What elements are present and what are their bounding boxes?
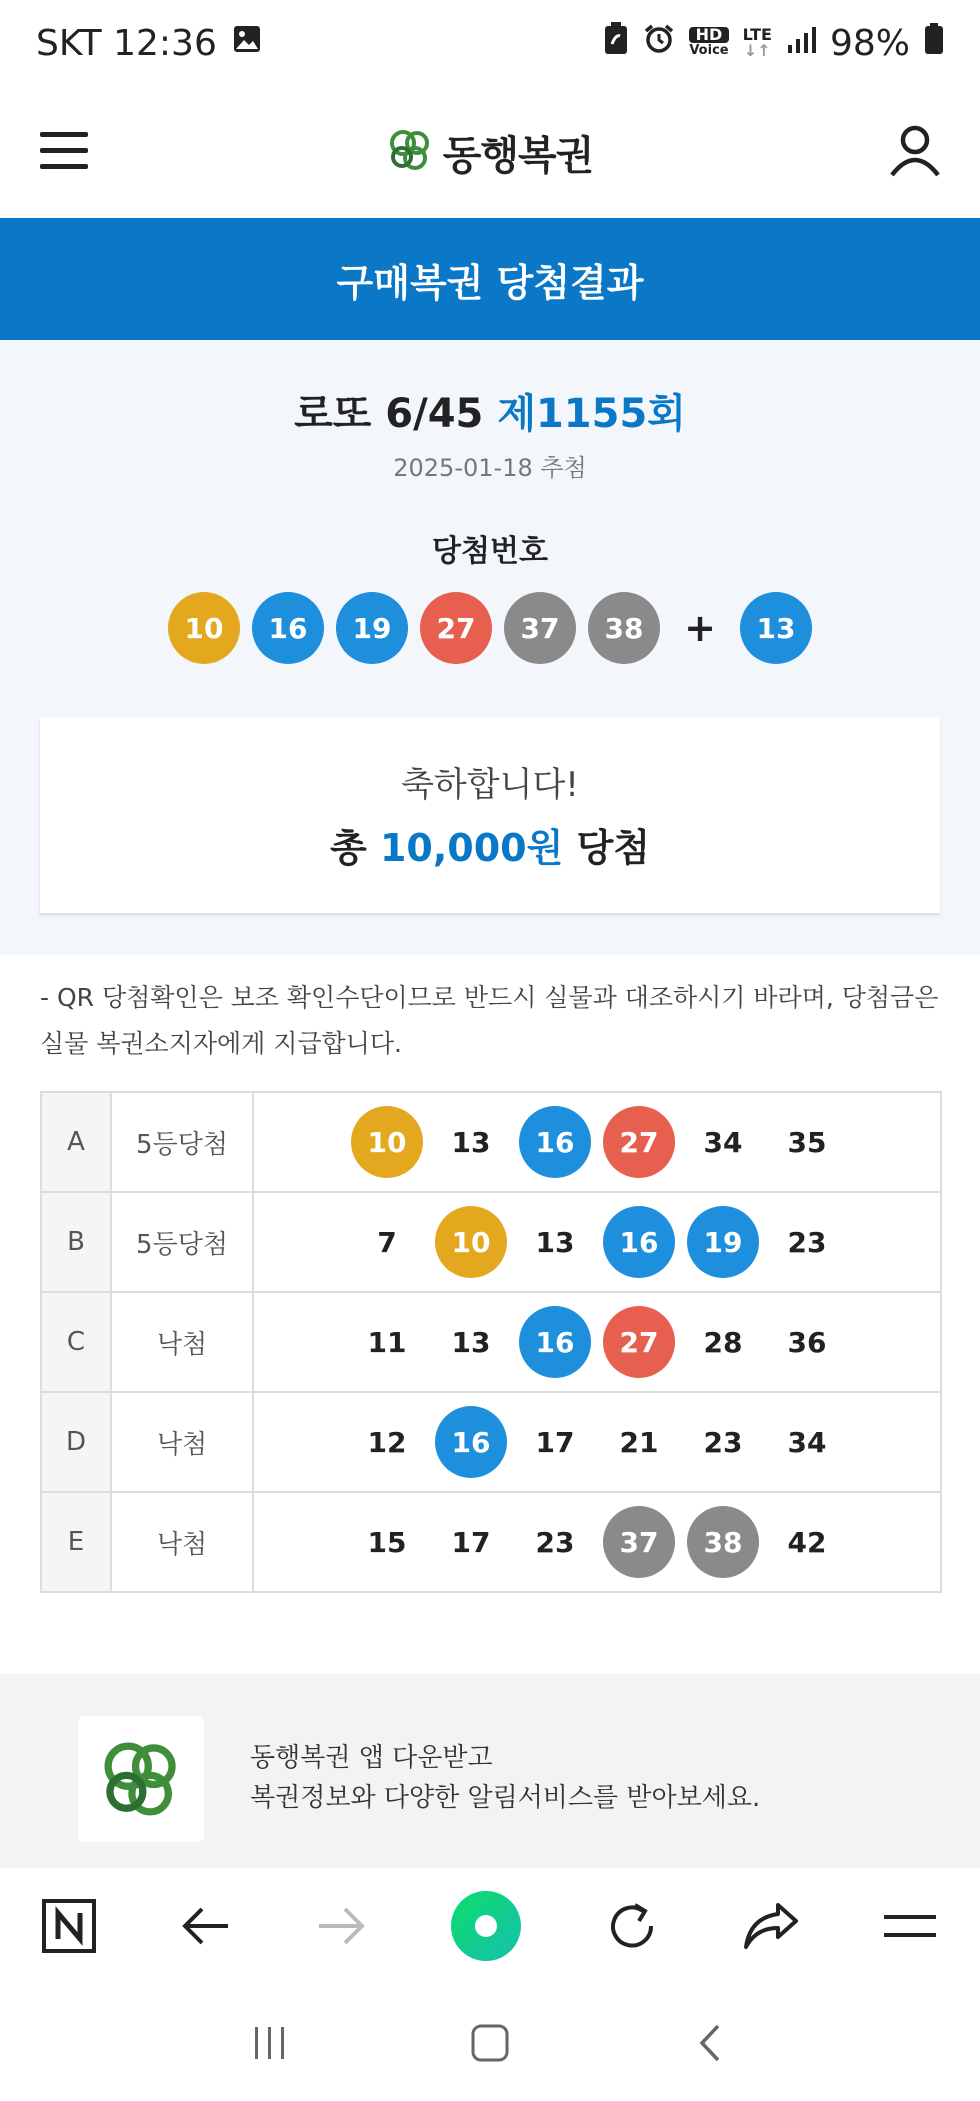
- app-banner-text: [250, 1738, 760, 1818]
- user-icon[interactable]: [888, 123, 942, 181]
- ticket-number: 15: [367, 1525, 407, 1559]
- status-bar: [0, 0, 980, 86]
- ticket-number: 35: [787, 1125, 827, 1159]
- menu-icon[interactable]: [882, 1909, 938, 1947]
- draw-title: [0, 382, 980, 439]
- ticket-row: [41, 1292, 941, 1392]
- winning-ball: 19: [336, 592, 408, 664]
- battery-icon: [924, 23, 944, 64]
- prize-prefix: 총: [330, 826, 367, 870]
- ticket-row-letter: E: [41, 1492, 111, 1592]
- draw-result-section: [0, 340, 980, 955]
- winning-ball: 27: [420, 592, 492, 664]
- back-arrow-icon[interactable]: [180, 1904, 232, 1952]
- ticket-number: 23: [787, 1225, 827, 1259]
- ticket-row-letter: C: [41, 1292, 111, 1392]
- ticket-row: [41, 1092, 941, 1192]
- ticket-number: 17: [451, 1525, 491, 1559]
- naver-n-icon[interactable]: [41, 1898, 97, 1958]
- prize-amount: 10,000원: [379, 826, 564, 870]
- prize-summary-card: [40, 717, 940, 913]
- matched-number-ball: 10: [435, 1206, 507, 1278]
- browser-toolbar: [0, 1868, 980, 1988]
- nfc-icon: [603, 22, 629, 65]
- ticket-row-numbers: [253, 1192, 941, 1292]
- ticket-row-numbers: [253, 1492, 941, 1592]
- matched-number-ball: 19: [687, 1206, 759, 1278]
- ticket-number: 13: [451, 1325, 491, 1359]
- alarm-icon: [643, 23, 675, 64]
- ticket-number: 13: [451, 1125, 491, 1159]
- back-icon[interactable]: [690, 2023, 730, 2067]
- prize-total: [40, 817, 940, 872]
- ticket-row-letter: D: [41, 1392, 111, 1492]
- ticket-number: 36: [787, 1325, 827, 1359]
- ticket-number: 7: [377, 1225, 397, 1259]
- draw-date: 2025-01-18 추첨: [393, 454, 587, 482]
- ticket-number: 34: [703, 1125, 743, 1159]
- ticket-number: 28: [703, 1325, 743, 1359]
- clover-logo-icon: [387, 127, 433, 177]
- matched-number-ball: 38: [687, 1506, 759, 1578]
- draw-round: 제1155회: [497, 391, 686, 437]
- winning-ball: 16: [252, 592, 324, 664]
- ticket-number: 23: [535, 1525, 575, 1559]
- page-title: 구매복권 당첨결과: [0, 218, 980, 340]
- winning-ball: 10: [168, 592, 240, 664]
- logo-text: 동행복권: [442, 132, 594, 179]
- ticket-row-result: 5등당첨: [111, 1092, 253, 1192]
- matched-number-ball: 27: [603, 1306, 675, 1378]
- matched-number-ball: 16: [603, 1206, 675, 1278]
- app-banner-line2: 복권정보와 다양한 알림서비스를 받아보세요.: [250, 1783, 761, 1813]
- ticket-number: 12: [367, 1425, 407, 1459]
- battery-percent: 98%: [829, 22, 910, 64]
- ticket-row-letter: B: [41, 1192, 111, 1292]
- ticket-row-numbers: [253, 1392, 941, 1492]
- winning-ball: 38: [588, 592, 660, 664]
- refresh-icon[interactable]: [605, 1899, 659, 1957]
- ticket-number: 21: [619, 1425, 659, 1459]
- winning-numbers-label: 당첨번호: [432, 534, 548, 569]
- ticket-number: 17: [535, 1425, 575, 1459]
- ticket-row-result: 낙첨: [111, 1392, 253, 1492]
- qr-notice: - QR 당첨확인은 보조 확인수단이므로 반드시 실물과 대조하시기 바라며, 당첨금은 실물 복권소지자에게 지급합니다.: [40, 983, 939, 1058]
- ticket-number: 42: [787, 1525, 827, 1559]
- app-banner-line1: 동행복권 앱 다운받고: [250, 1743, 493, 1773]
- ticket-row-result: 낙첨: [111, 1292, 253, 1392]
- matched-number-ball: 27: [603, 1106, 675, 1178]
- ticket-row-letter: A: [41, 1092, 111, 1192]
- ticket-row: [41, 1392, 941, 1492]
- prize-suffix: 당첨: [576, 826, 650, 870]
- home-icon[interactable]: [470, 2023, 510, 2067]
- site-header: [0, 86, 980, 218]
- hd-voice-indicator: HD Voice: [689, 25, 729, 58]
- app-download-banner[interactable]: [0, 1674, 980, 1868]
- menu-icon[interactable]: [38, 128, 92, 176]
- game-name: 로또 6/45: [294, 391, 484, 437]
- home-circle-icon[interactable]: [450, 1890, 522, 1966]
- matched-number-ball: 16: [519, 1106, 591, 1178]
- matched-number-ball: 16: [519, 1306, 591, 1378]
- ticket-number: 13: [535, 1225, 575, 1259]
- app-icon[interactable]: [78, 1716, 204, 1842]
- ticket-row-numbers: [253, 1092, 941, 1192]
- lte-indicator: LTE ↓↑: [742, 25, 772, 60]
- ticket-row-result: 5등당첨: [111, 1192, 253, 1292]
- gallery-icon: [231, 23, 263, 64]
- winning-ball: 37: [504, 592, 576, 664]
- recents-icon[interactable]: [250, 2023, 290, 2067]
- share-icon[interactable]: [742, 1901, 800, 1955]
- ticket-row: [41, 1192, 941, 1292]
- congrats-message: 축하합니다!: [401, 765, 579, 805]
- matched-number-ball: 16: [435, 1406, 507, 1478]
- matched-number-ball: 10: [351, 1106, 423, 1178]
- winning-numbers: [0, 592, 980, 664]
- site-logo[interactable]: [387, 124, 594, 181]
- signal-icon: [786, 23, 816, 64]
- ticket-row-numbers: [253, 1292, 941, 1392]
- ticket-number: 34: [787, 1425, 827, 1459]
- ticket-number: 11: [367, 1325, 407, 1359]
- carrier-time: SKT 12:36: [36, 22, 217, 64]
- ticket-row-result: 낙첨: [111, 1492, 253, 1592]
- matched-number-ball: 37: [603, 1506, 675, 1578]
- ticket-table: [40, 1091, 942, 1593]
- plus-sign: +: [684, 606, 716, 650]
- system-nav-bar: [0, 1988, 980, 2101]
- ticket-row: [41, 1492, 941, 1592]
- forward-arrow-icon[interactable]: [315, 1904, 367, 1952]
- bonus-ball: 13: [740, 592, 812, 664]
- ticket-number: 23: [703, 1425, 743, 1459]
